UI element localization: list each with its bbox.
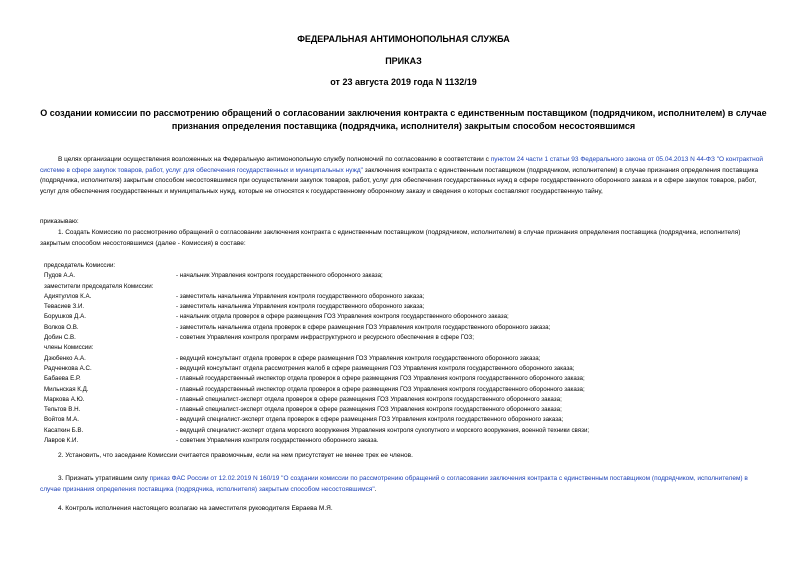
member-name: Радченкова А.С. <box>44 364 92 372</box>
document-date-number: от 23 августа 2019 года N 1132/19 <box>330 77 477 87</box>
item-3-text-b: . <box>374 485 377 493</box>
member-name: Бабаева Е.Р. <box>44 375 81 383</box>
member-role: - начальник отдела проверок в сфере размещения ГОЗ Управления контроля государственного оборонного заказа; <box>176 313 509 321</box>
member-name: Тевасиев З.И. <box>44 303 85 311</box>
member-name: Мильнская К.Д. <box>44 385 89 393</box>
member-role: - ведущий специалист-эксперт отдела морского вооружения Управления контроля сухопутного и морского вооружения, военной техники связи; <box>176 426 590 434</box>
member-row <box>44 395 774 405</box>
law-reference-link[interactable]: пунктом 24 части 1 статьи 93 Федерального закона от 05.04.2013 N 44-ФЗ "О контрактной системе в сфере закупок товаров, работ, услуг для обеспечения государственных и муниципальных нужд" <box>40 156 763 174</box>
item-3-text-a: 3. Признать утратившим силу <box>58 475 150 482</box>
member-row <box>44 374 774 384</box>
member-row <box>44 323 774 333</box>
member-role: - ведущий специалист-эксперт отдела проверок в сфере размещения ГОЗ Управления контроля государственного оборонного заказа; <box>176 416 564 424</box>
member-role <box>176 343 774 353</box>
member-name: Касаткин Б.В. <box>44 426 84 434</box>
document-type: ПРИКАЗ <box>385 56 422 66</box>
member-name: Борушков Д.А. <box>44 313 86 321</box>
member-name: Дзюбенко А.А. <box>44 354 86 362</box>
member-name: Волков О.В. <box>44 323 79 331</box>
agency-name: ФЕДЕРАЛЬНАЯ АНТИМОНОПОЛЬНАЯ СЛУЖБА <box>297 34 510 44</box>
member-role: - ведущий консультант отдела рассмотрения жалоб в сфере размещения ГОЗ Управления контроля государственного оборонного заказа; <box>176 364 575 372</box>
repealed-order-link[interactable]: приказ ФАС России от 12.02.2019 N 160/19 "О создании комиссии по рассмотрению обращений о согласовании заключения контракта с единственным поставщиком (подрядчиком, исполнителем) в случае признания определения поставщика (подрядчика, исполнителя) закрытым способом несостоявшимся" <box>40 475 748 493</box>
member-row <box>44 302 774 312</box>
member-name: Лавров К.И. <box>44 437 79 445</box>
item-4: 4. Контроль исполнения настоящего возлагаю на заместителя руководителя Евраева М.Я. <box>58 505 333 512</box>
preamble-paragraph <box>40 155 770 197</box>
member-name: Тельтов В.Н. <box>44 406 81 414</box>
member-name: Адиятуллов К.А. <box>44 292 92 300</box>
document-title: О создании комиссии по рассмотрению обращений о согласовании заключения контракта с единственным поставщиком (подрядчиком, исполнителем) в случае признания определения поставщика (подрядчика, исполнителя) закрытым способом несостоявшимся <box>40 108 767 131</box>
member-row <box>44 436 774 446</box>
member-role: - главный государственный инспектор отдела проверок в сфере размещения ГОЗ Управления контроля государственного оборонного заказа; <box>176 375 585 383</box>
member-role: - советник Управления контроля государственного оборонного заказа. <box>176 437 379 445</box>
member-role: - советник Управления контроля программ инфраструктурного и ресурсного обеспечения в сфере ГОЗ; <box>176 334 475 342</box>
item-2: 2. Установить, что заседание Комиссии считается правомочным, если на нем присутствует не менее трех ее членов. <box>58 452 413 459</box>
member-row <box>44 405 774 415</box>
member-role: - заместитель начальника отдела проверок в сфере размещения ГОЗ Управления контроля государственного оборонного заказа; <box>176 323 551 331</box>
member-role: - главный государственный инспектор отдела проверок в сфере размещения ГОЗ Управления контроля государственного оборонного заказа; <box>176 385 585 393</box>
member-role: - главный специалист-эксперт отдела проверок в сфере размещения ГОЗ Управления контроля государственного оборонного заказа; <box>176 395 562 403</box>
member-row <box>44 282 774 292</box>
member-name: Маркова А.Ю. <box>44 395 85 403</box>
item-3 <box>40 474 770 495</box>
member-name: председатель Комиссии: <box>44 262 116 269</box>
member-name: Войтов М.А. <box>44 416 79 424</box>
item-1: 1. Создать Комиссию по рассмотрению обращений о согласовании заключения контракта с единственным поставщиком (подрядчиком, исполнителем) в случае признания определения поставщика (подрядчика, исполнителя) закрытым способом несостоявшимся (далее - Комиссия) в составе: <box>40 229 741 247</box>
member-role <box>176 261 774 271</box>
preamble-text-a: В целях организации осуществления возложенных на Федеральную антимонопольную службу полномочий по согласованию в соответствии с <box>58 156 491 163</box>
member-row <box>44 364 774 374</box>
member-role: - заместитель начальника Управления контроля государственного оборонного заказа; <box>176 292 425 300</box>
member-role: - главный специалист-эксперт отдела проверок в сфере размещения ГОЗ Управления контроля государственного оборонного заказа; <box>176 406 562 414</box>
member-role: - заместитель начальника Управления контроля государственного оборонного заказа; <box>176 303 425 311</box>
order-word: приказываю: <box>40 218 79 225</box>
member-row <box>44 415 774 425</box>
member-role: - ведущий консультант отдела проверок в сфере размещения ГОЗ Управления контроля государственного оборонного заказа; <box>176 354 541 362</box>
member-row <box>44 333 774 343</box>
member-row <box>44 426 774 436</box>
member-row <box>44 343 774 353</box>
member-name: Пудов А.А. <box>44 272 76 280</box>
member-row <box>44 385 774 395</box>
member-row <box>44 292 774 302</box>
member-name: Добин С.В. <box>44 334 76 342</box>
preamble-text-b: заключения контракта с единственным поставщиком (подрядчиком, исполнителем) в случае признания определения поставщика (подрядчика, исполнителя) закрытым способом несостоявшимся при осуществлении закупок товаров, работ, услуг для обеспечения государственных нужд в сфере государственного оборонного заказа и в сфере закупок товаров, работ, услуг для обеспечения государственных и муниципальных нужд, которые не относятся к государственному оборонному заказу и сведения о которых составляют государственную тайну, <box>40 166 759 195</box>
commission-members-list <box>44 261 774 446</box>
member-row <box>44 271 774 281</box>
member-role <box>176 282 774 292</box>
member-row <box>44 312 774 322</box>
member-row <box>44 261 774 271</box>
member-row <box>44 354 774 364</box>
member-name: заместители председателя Комиссии: <box>44 282 154 290</box>
member-name: члены Комиссии: <box>44 344 94 352</box>
member-role: - начальник Управления контроля государственного оборонного заказа; <box>176 272 383 280</box>
